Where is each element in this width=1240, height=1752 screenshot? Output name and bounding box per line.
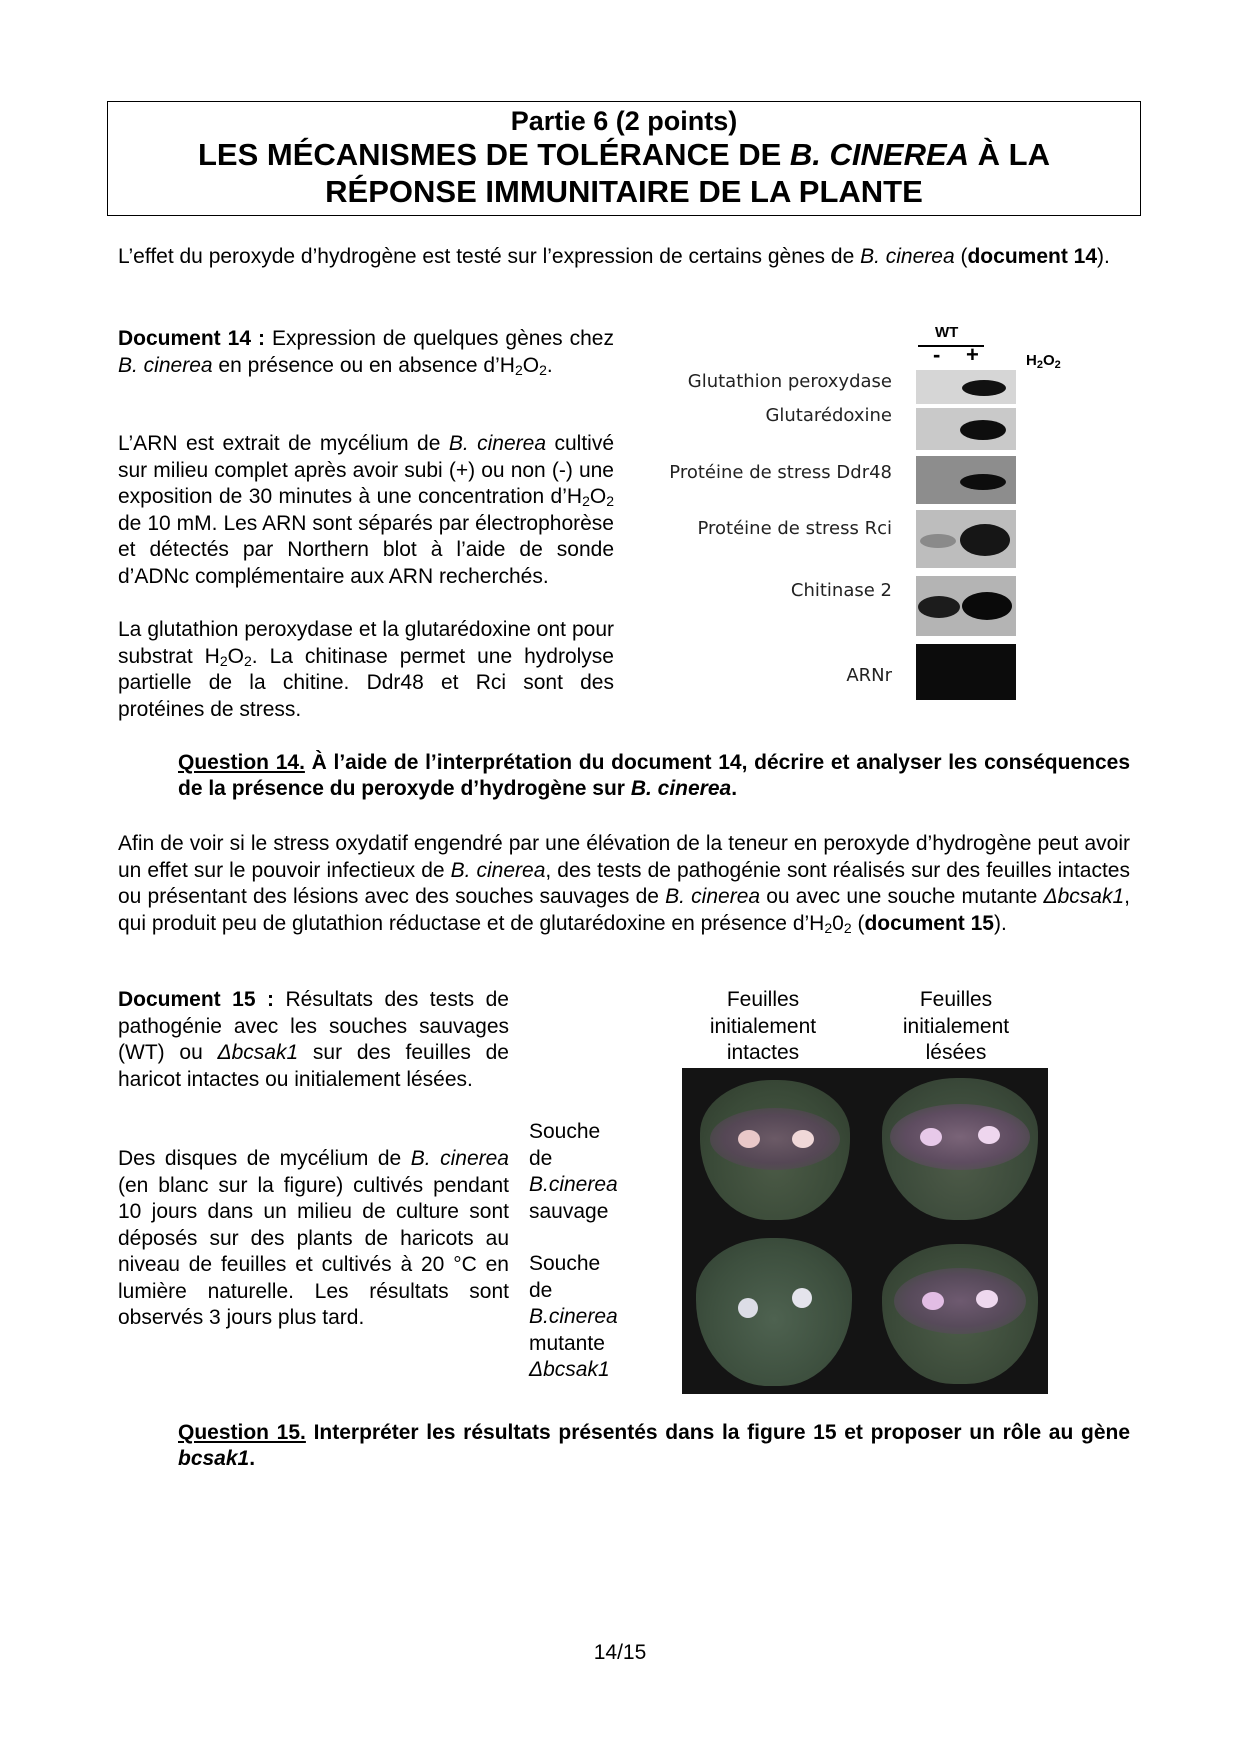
- blot-h2o2-label: [1026, 352, 1061, 369]
- subscript: 2: [1054, 359, 1061, 371]
- title-species: B. CINEREA: [789, 137, 970, 172]
- doc14-p2-text-c: de 10 mM. Les ARN sont séparés par électrophorèse et détectés par Northern blot à l’aide de sonde d’ADNc complémentaire aux ARN recherchés.: [118, 511, 614, 588]
- doc15-mutant: Δbcsak1: [217, 1041, 299, 1064]
- figure15-col-header-lesion: [876, 987, 1036, 1067]
- col2-line: initialement: [902, 1014, 1010, 1038]
- part-title: Partie 6 (2 points): [510, 106, 738, 136]
- page-number: 14/15: [593, 1641, 647, 1664]
- blot-band: [962, 380, 1006, 396]
- row1-text: Souche de: [529, 1120, 601, 1170]
- mycelium-disc: [738, 1298, 758, 1318]
- para2-mutant: Δbcsak1: [1043, 885, 1125, 908]
- intro-species: B. cinerea: [860, 245, 955, 268]
- para2-species-2: B. cinerea: [665, 885, 761, 908]
- question-14-label: Question 14.: [178, 751, 305, 774]
- subscript: 2: [582, 493, 590, 509]
- doc14-caption-text: Expression de quelques gènes chez: [265, 327, 614, 350]
- row1-strain: sauvage: [529, 1199, 609, 1223]
- para2-species: B. cinerea: [450, 858, 546, 882]
- mycelium-disc: [792, 1288, 812, 1308]
- figure15-col-header-intact: [683, 987, 843, 1067]
- question-15-text: Interpréter les résultats présentés dans la figure 15 et proposer un rôle au gène: [305, 1421, 1131, 1444]
- title-box: [107, 101, 1141, 216]
- doc14-p2-text: L’ARN est extrait de mycélium de: [118, 432, 449, 455]
- blot-band: [960, 474, 1006, 490]
- para2-zero: 0: [832, 911, 844, 935]
- lesion-spot: [894, 1268, 1026, 1334]
- intro-text-b: (: [954, 245, 968, 268]
- intro-text-c: ).: [1097, 245, 1110, 268]
- figure15-leaf-photo: [682, 1068, 1048, 1394]
- leaf-mutant-lesioned: [882, 1244, 1038, 1384]
- title-text-end: À LA: [969, 137, 1050, 172]
- blot-lane-glutathion: [916, 370, 1016, 404]
- col1-line: initialement: [709, 1014, 817, 1038]
- para2-text-f: ).: [993, 911, 1007, 935]
- row1-species-line: [529, 1172, 655, 1199]
- para2-text-b: , des tests de pathogénie sont réalisés sur des feuilles intactes ou présentant des lésions avec des souches sauvages de: [118, 858, 1130, 908]
- doc15-caption-text-b: sur des feuilles de haricot intactes ou initialement lésées.: [118, 1041, 509, 1091]
- doc14-method-paragraph: [118, 431, 614, 590]
- blot-lane-rci: [916, 510, 1016, 568]
- blot-band: [960, 420, 1006, 440]
- row-label-line: [529, 1251, 655, 1304]
- row-label-line: [529, 1119, 655, 1172]
- doc15-caption-text: Résultats des tests de pathogénie avec les souches sauvages (WT) ou: [118, 988, 509, 1064]
- subscript: 2: [824, 919, 833, 936]
- blot-row-label: Protéine de stress Ddr48: [669, 462, 892, 483]
- context-paragraph: [118, 831, 1130, 937]
- doc15-method-paragraph: [118, 1146, 509, 1332]
- row2-text: Souche de: [529, 1252, 601, 1302]
- doc14-p3-text: La glutathion peroxydase et la glutarédoxine ont pour substrat H: [118, 618, 614, 668]
- col2-line: lésées: [925, 1041, 987, 1064]
- intro-text: L’effet du peroxyde d’hydrogène est testé sur l’expression de certains gènes de: [118, 245, 861, 268]
- col1-line: Feuilles: [726, 988, 800, 1011]
- figure15-row-label-mutant: [529, 1251, 655, 1384]
- blot-lane-glutaredoxine: [916, 408, 1016, 450]
- blot-row-label: Glutathion peroxydase: [687, 371, 892, 392]
- question-14: [178, 750, 1130, 802]
- doc14-label: Document 14 :: [118, 327, 265, 350]
- doc14-substrate-paragraph: [118, 617, 614, 723]
- mycelium-disc: [976, 1290, 998, 1308]
- doc14-p2-text-b: cultivé sur milieu complet après avoir subi (+) ou non (-) une exposition de 30 minutes à une concentration d’H: [118, 432, 614, 508]
- section-title-line2: RÉPONSE IMMUNITAIRE DE LA PLANTE: [325, 174, 923, 209]
- row2-mutant: Δbcsak1: [529, 1358, 610, 1381]
- subscript: 2: [1036, 359, 1043, 371]
- mycelium-disc: [922, 1292, 944, 1310]
- blot-plus-label: +: [966, 342, 979, 367]
- blot-band: [962, 592, 1012, 620]
- leaf-wild-intact: [700, 1080, 850, 1220]
- blot-panel: [916, 370, 1016, 700]
- subscript: 2: [243, 652, 252, 669]
- doc14-caption-text-b: en présence ou en absence d’H: [212, 353, 515, 377]
- subscript: 2: [539, 361, 547, 378]
- doc14-end: .: [546, 353, 553, 377]
- blot-o: O: [1042, 352, 1055, 369]
- doc14-species: B. cinerea: [118, 353, 213, 377]
- question-15-gene: bcsak1: [178, 1447, 250, 1470]
- para2-doc-ref: document 15: [864, 911, 994, 935]
- doc15-label: Document 15 :: [118, 988, 274, 1011]
- intro-doc-ref: document 14: [967, 245, 1098, 268]
- leaf-mutant-intact: [696, 1238, 852, 1386]
- row2-species: B.cinerea: [529, 1305, 618, 1328]
- para2-text-c: ou avec une souche mutante: [760, 885, 1044, 908]
- blot-wt-label: WT: [935, 324, 959, 341]
- row2-strain: mutante: [529, 1331, 605, 1355]
- northern-blot-figure: [630, 320, 1090, 705]
- mycelium-disc: [738, 1130, 760, 1148]
- subscript: 2: [843, 919, 852, 936]
- blot-lane-arnr: [916, 644, 1016, 700]
- title-text: LES MÉCANISMES DE TOLÉRANCE DE: [197, 137, 790, 172]
- blot-h: H: [1026, 352, 1037, 369]
- section-title: [108, 136, 1140, 173]
- row2-mutant-line: [529, 1357, 655, 1384]
- blot-lane-chitinase: [916, 576, 1016, 636]
- blot-row-label: ARNr: [846, 665, 892, 686]
- row2-species-line: [529, 1304, 655, 1331]
- question-14-end: .: [731, 777, 738, 800]
- doc15-p2-species: B. cinerea: [410, 1147, 509, 1170]
- doc14-p2-species: B. cinerea: [448, 432, 547, 455]
- para2-text-d: , qui produit peu de glutathion réductase et de glutarédoxine en présence d’H: [118, 885, 1130, 935]
- question-15-end: .: [249, 1447, 256, 1470]
- doc14-p3-text-b: . La chitinase permet une hydrolyse partielle de la chitine. Ddr48 et Rci sont des protéines de stress.: [118, 644, 614, 721]
- question-15: [178, 1420, 1130, 1472]
- mycelium-disc: [920, 1128, 942, 1146]
- doc14-caption: [118, 326, 614, 379]
- subscript: 2: [606, 493, 614, 509]
- blot-band: [918, 596, 960, 618]
- doc15-caption: [118, 987, 509, 1093]
- mycelium-disc: [792, 1130, 814, 1148]
- blot-band: [920, 534, 956, 548]
- para2-text-a: Afin de voir si le stress oxydatif engendré par une élévation de la teneur en peroxyde d’hydrogène peut avoir un effet sur le pouvoir infectieux de: [118, 832, 1130, 882]
- col1-line: intactes: [726, 1041, 800, 1064]
- blot-row-label: Protéine de stress Rci: [697, 518, 892, 539]
- lesion-spot: [710, 1108, 840, 1170]
- doc14-p2-o: O: [589, 485, 607, 508]
- figure15-row-label-wild: [529, 1119, 655, 1225]
- blot-row-label: Chitinase 2: [790, 580, 892, 601]
- blot-lane-ddr48: [916, 456, 1016, 504]
- col2-line: Feuilles: [919, 988, 993, 1011]
- doc14-p3-o: O: [227, 644, 244, 668]
- blot-minus-label: -: [933, 342, 941, 367]
- blot-row-label: Glutarédoxine: [765, 405, 892, 426]
- blot-band: [960, 524, 1010, 556]
- intro-paragraph: [118, 244, 1130, 271]
- leaf-wild-lesioned: [882, 1078, 1038, 1220]
- para2-text-e: (: [851, 911, 865, 935]
- lesion-spot: [890, 1104, 1030, 1170]
- doc15-p2-text-b: (en blanc sur la figure) cultivés pendant 10 jours dans un milieu de culture sont déposés sur des plants de haricots au niveau de feuilles et cultivés à 20 °C en lumière naturelle. Les résultats sont observés 3 jours plus tard.: [118, 1173, 509, 1329]
- question-14-species: B. cinerea: [630, 777, 732, 800]
- question-14-text: À l’aide de l’interprétation du document 14, décrire et analyser les conséquences de la présence du peroxyde d’hydrogène sur: [178, 751, 1130, 800]
- mycelium-disc: [978, 1126, 1000, 1144]
- question-15-label: Question 15.: [178, 1421, 306, 1444]
- row1-species: B.cinerea: [529, 1173, 618, 1196]
- doc14-o: O: [522, 353, 540, 377]
- subscript: 2: [514, 361, 523, 378]
- doc15-p2-text: Des disques de mycélium de: [118, 1147, 411, 1170]
- subscript: 2: [219, 652, 228, 669]
